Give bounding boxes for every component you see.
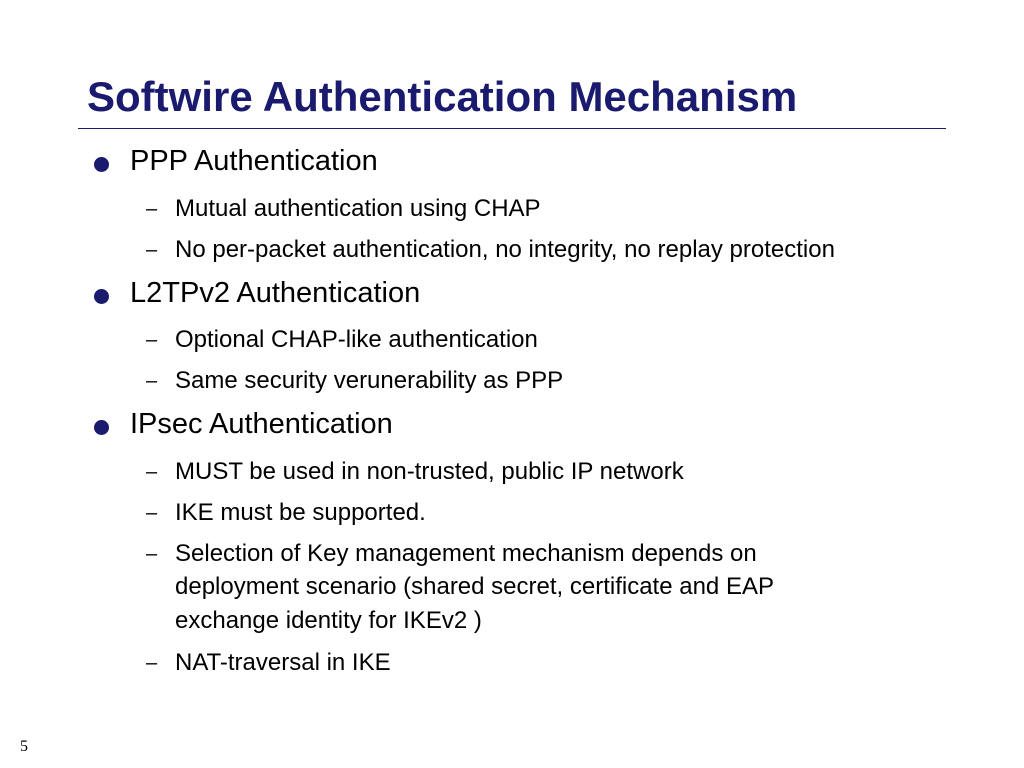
sub-bullet-key-management-line2: deployment scenario (shared secret, certificate and EAP <box>175 573 774 600</box>
dash-icon: – <box>146 329 158 351</box>
slide-title: Softwire Authentication Mechanism <box>87 73 798 120</box>
dash-icon: – <box>146 461 158 483</box>
sub-bullet-ike-supported: IKE must be supported. <box>175 499 426 526</box>
sub-bullet-key-management-line1: Selection of Key management mechanism depends on <box>175 540 757 567</box>
sub-bullet-mutual-auth: Mutual authentication using CHAP <box>175 195 541 222</box>
sub-bullet-nat-traversal: NAT-traversal in IKE <box>175 649 391 676</box>
bullet-icon <box>94 420 109 435</box>
sub-bullet-optional-chap: Optional CHAP-like authentication <box>175 326 538 353</box>
dash-icon: – <box>146 543 158 565</box>
bullet-l2tpv2-authentication: L2TPv2 Authentication <box>130 277 421 309</box>
sub-bullet-key-management-line3: exchange identity for IKEv2 ) <box>175 607 482 634</box>
bullet-ppp-authentication: PPP Authentication <box>130 145 378 177</box>
dash-icon: – <box>146 652 158 674</box>
sub-bullet-must-be-used: MUST be used in non-trusted, public IP network <box>175 458 684 485</box>
title-divider <box>78 128 946 129</box>
bullet-icon <box>94 289 109 304</box>
dash-icon: – <box>146 370 158 392</box>
bullet-ipsec-authentication: IPsec Authentication <box>130 408 393 440</box>
dash-icon: – <box>146 502 158 524</box>
sub-bullet-same-security: Same security verunerability as PPP <box>175 367 564 394</box>
page-number: 5 <box>20 738 28 755</box>
bullet-icon <box>94 157 109 172</box>
dash-icon: – <box>146 239 158 261</box>
dash-icon: – <box>146 198 158 220</box>
sub-bullet-no-per-packet: No per-packet authentication, no integrity, no replay protection <box>175 236 835 263</box>
